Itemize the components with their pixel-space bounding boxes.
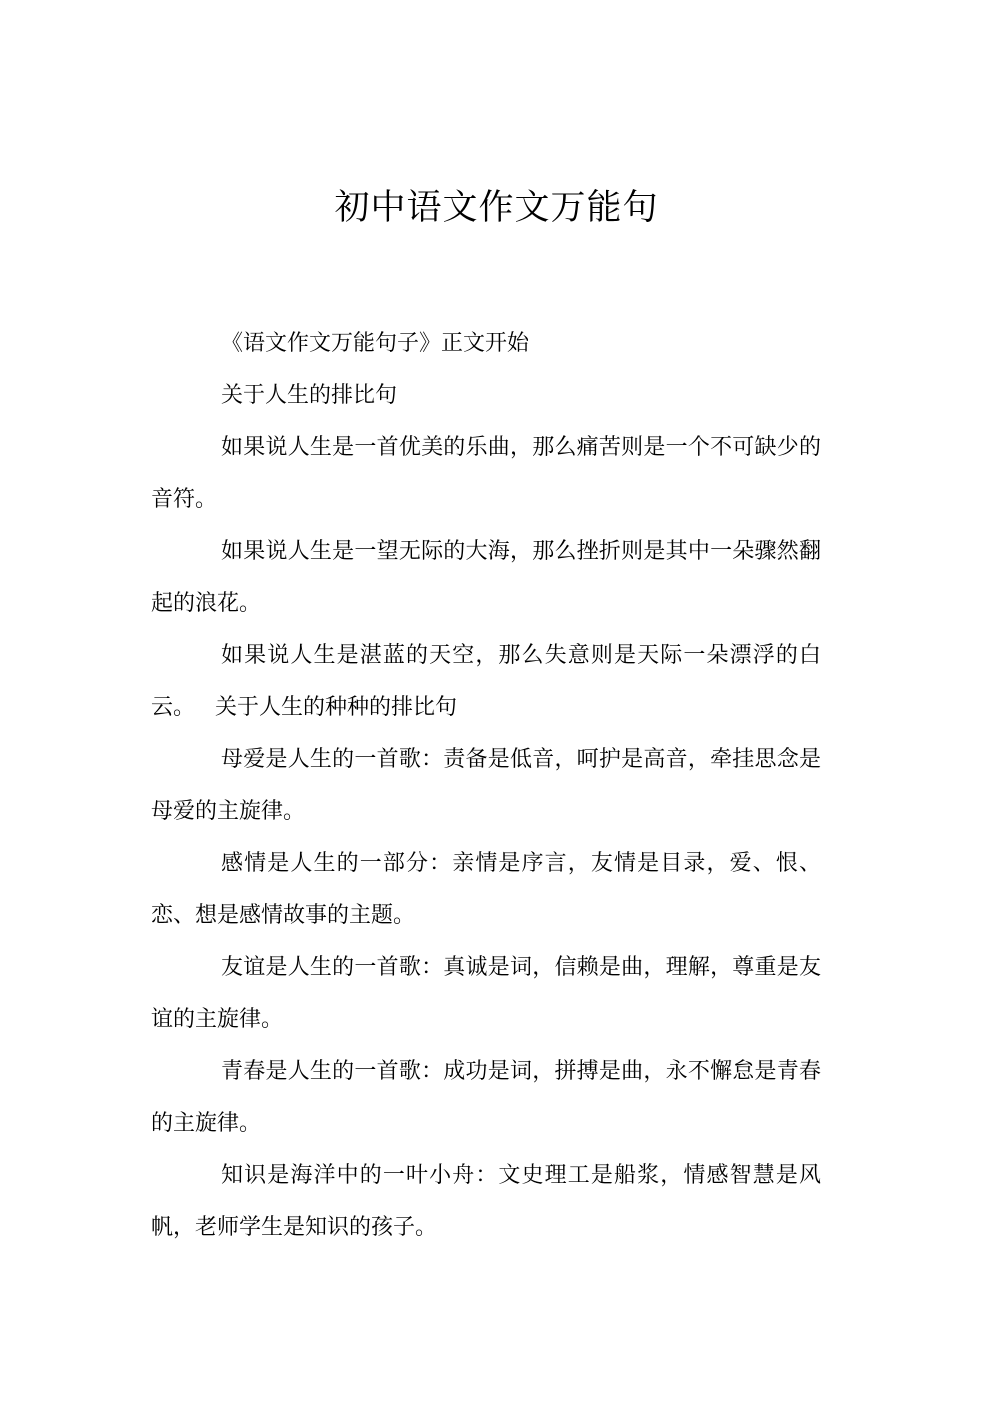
paragraph: 如果说人生是一首优美的乐曲，那么痛苦则是一个不可缺少的音符。: [151, 435, 821, 512]
paragraph: 青春是人生的一首歌：成功是词，拼搏是曲，永不懈怠是青春的主旋律。: [151, 1059, 821, 1136]
paragraph: 友谊是人生的一首歌：真诚是词，信赖是曲，理解，尊重是友谊的主旋律。: [151, 955, 821, 1032]
intro-line: 《语文作文万能句子》正文开始: [221, 331, 530, 356]
paragraph: 知识是海洋中的一叶小舟：文史理工是船浆，情感智慧是风帆，老师学生是知识的孩子。: [151, 1163, 821, 1240]
document-body: [151, 318, 821, 1254]
inline-section-heading: 关于人生的种种的排比句: [215, 695, 458, 720]
section-heading: 关于人生的排比句: [221, 383, 398, 408]
paragraph-with-heading: [151, 630, 821, 734]
paragraph: 如果说人生是一望无际的大海，那么挫折则是其中一朵骤然翻起的浪花。: [151, 539, 821, 616]
paragraph: 感情是人生的一部分：亲情是序言，友情是目录，爱、恨、恋、想是感情故事的主题。: [151, 851, 821, 928]
page-title: 初中语文作文万能句: [334, 188, 659, 228]
paragraph-text: 如果说人生是湛蓝的天空，那么失意则是天际一朵漂浮的白云。: [151, 643, 821, 720]
paragraph: 母爱是人生的一首歌：责备是低音，呵护是高音，牵挂思念是母爱的主旋律。: [151, 747, 821, 824]
